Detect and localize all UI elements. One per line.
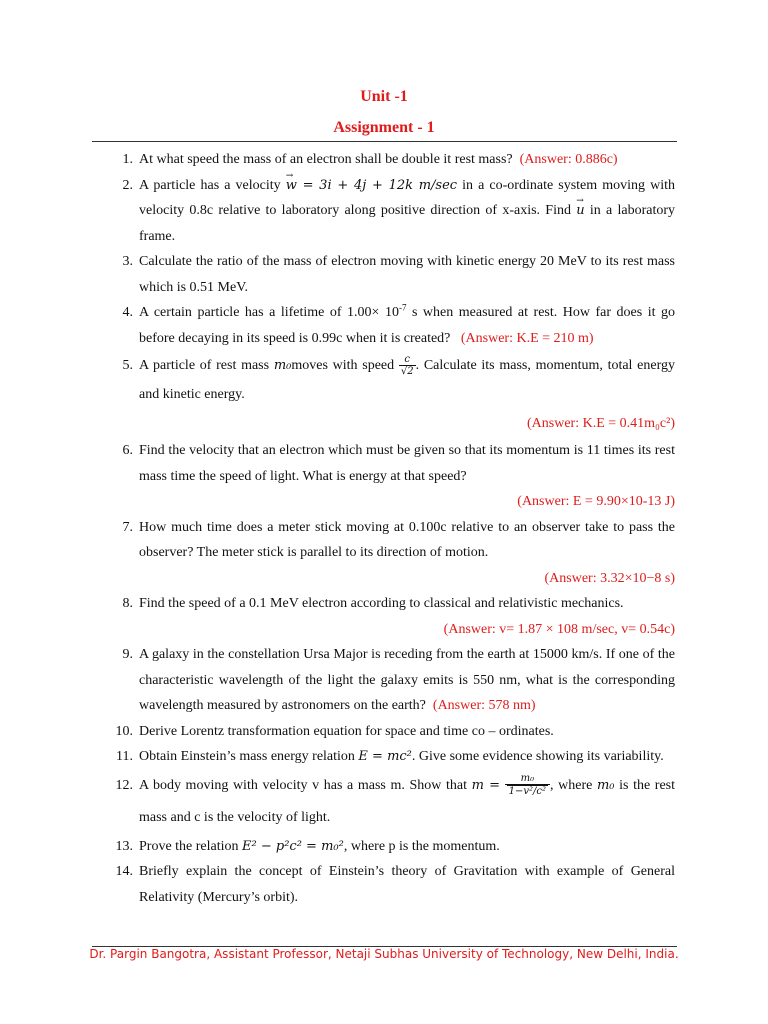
question-list xyxy=(0,147,768,910)
question-6: 6. Find the velocity that an electron which must be given so that its momentum is 11 times its rest mass time the speed of light. What is energy at that speed? (Answer: E = 9.90×10-13 J) xyxy=(122,443,675,509)
question-3: 3. Calculate the ratio of the mass of electron moving with kinetic energy 20 MeV to its rest mass which is 0.51 MeV. xyxy=(122,254,675,295)
answer-5: (Answer: K.E = 0.41m₀c²) xyxy=(527,416,675,431)
answer-6: (Answer: E = 9.90×10-13 J) xyxy=(517,494,675,509)
question-7: 7. How much time does a meter stick moving at 0.100c relative to an observer take to pass the observer? The meter stick is parallel to its direction of motion. (Answer: 3.32×10−8 s) xyxy=(122,519,675,586)
question-11: 11. Obtain Einstein’s mass energy relation E = mc². Give some evidence showing its variability. xyxy=(116,749,664,764)
question-13: 13. Prove the relation E² − p²c² = m₀², where p is the momentum. xyxy=(115,838,500,854)
question-5: 5. A particle of rest mass m₀moves with speed $\frac{c}{√2}$ . Calculate its mass, momentum, total energy and kinetic energy. (Answer: K.E = 0.41m₀c²) xyxy=(122,354,676,431)
answer-8: (Answer: v= 1.87 × 108 m/sec, v= 0.54c) xyxy=(443,621,675,637)
question-2: 2. A particle has a velocity → w = 3i + 4j + 12k m/sec in a co-ordinate system moving with velocity 0.8c relative to laboratory along positive direction of x-axis. Find → u in a laboratory frame. xyxy=(139,173,675,250)
mass-formula: $\frac{\text{m₀}}{\text{1−v²/c²}}$ xyxy=(505,773,550,797)
header-divider xyxy=(92,141,677,142)
answer-7: (Answer: 3.32×10−8 s) xyxy=(544,570,675,586)
speed-fraction: $\frac{c}{√2}$ xyxy=(400,354,414,378)
question-8: 8. Find the speed of a 0.1 MeV electron according to classical and relativistic mechanics. (Answer: v= 1.87 × 108 m/sec, v= 0.54c) xyxy=(122,596,675,637)
footer-credit: Dr. Pargin Bangotra, Assistant Professor, Netaji Subhas University of Technology, New Delhi, India. xyxy=(89,947,679,961)
question-12: 12. A body moving with velocity v has a mass m. Show that m = $\frac{\text{m₀}}{\text{1−v²/c²}}$ , where m₀ is the rest mass and c is the velocity of light. xyxy=(115,773,675,825)
question-9: 9. A galaxy in the constellation Ursa Major is receding from the earth at 15000 km/s. If one of the characteristic wavelength of the light the galaxy emits is 550 nm, what is the corresponding wavelength measured by astronomers on the earth? (Answer: 578 nm) xyxy=(122,647,675,713)
question-10: 10. Derive Lorentz transformation equation for space and time co – ordinates. xyxy=(115,723,554,739)
question-4: 4. A certain particle has a lifetime of $1.00\times 10^{-7}$ s when measured at rest. How far does it go before decaying in its speed is 0.99c when it is created? (Answer: K.E = 210 m) xyxy=(122,302,675,346)
answer-1: (Answer: 0.886c) xyxy=(519,152,618,167)
answer-9: (Answer: 578 nm) xyxy=(432,698,536,713)
answer-4: (Answer: K.E = 210 m) xyxy=(460,330,594,346)
question-1: 1. At what speed the mass of an electron shall be double it rest mass? (Answer: 0.886c) xyxy=(122,152,618,167)
question-14: 14. Briefly explain the concept of Einstein’s theory of Gravitation with example of General Relativity (Mercury’s orbit). xyxy=(115,864,675,905)
assignment-title: Assignment - 1 xyxy=(333,119,435,136)
unit-title: Unit -1 xyxy=(360,88,408,105)
